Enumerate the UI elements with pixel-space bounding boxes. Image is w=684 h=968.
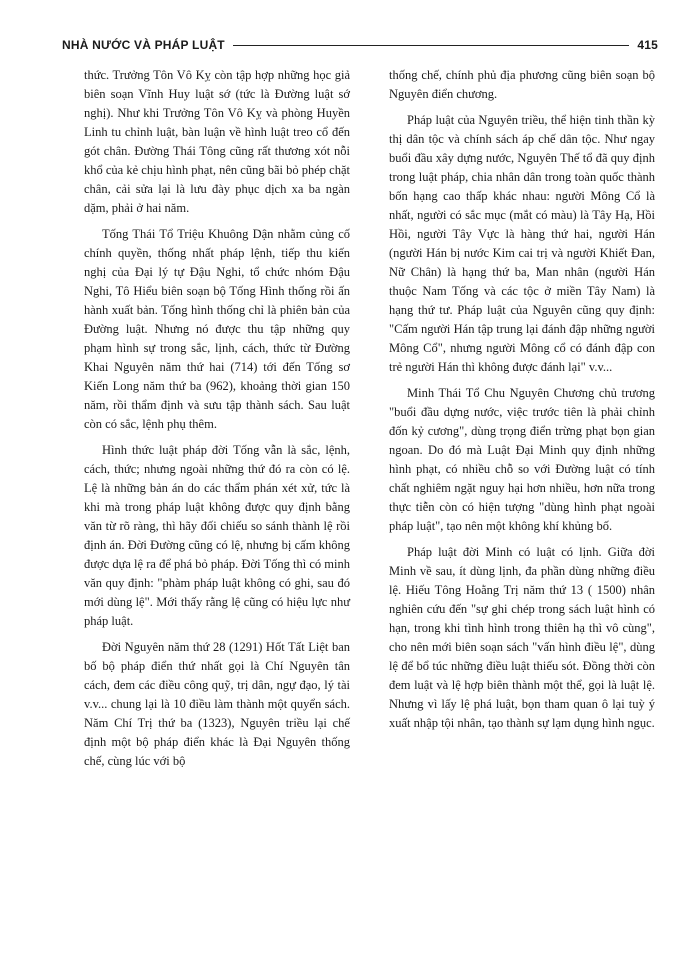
running-header: [62, 38, 658, 52]
paragraph: thức. Trưởng Tôn Vô Kỵ còn tập hợp những học giả biên soạn Vĩnh Huy luật sớ (tức là Đường luật sớ nghị). Như khi Trưởng Tôn Vô Kỵ và phòng Huyền Linh tu chỉnh luật, bàn luận về hình luật treo cổ đến gót chân. Đường Thái Tông cũng rất thương xót nỗi khổ của kẻ chịu hình phạt, nên cũng bãi bỏ phép chặt chân, cải sửa lại là lưu đày phục dịch xa ba ngàn dặm, phải ở hai năm.: [84, 68, 350, 215]
paragraph: thống chế, chính phủ địa phương cũng biên soạn bộ Nguyên điển chương.: [389, 68, 655, 101]
right-column: [389, 66, 655, 740]
paragraph: Tống Thái Tổ Triệu Khuông Dận nhằm củng cố chính quyền, thống nhất pháp lệnh, tiếp thu kiến nghị của Đại lý tự Đậu Nghi, tổ chức nhóm Đậu Nghi, Tô Hiểu biên soạn bộ Tống Hình thống rồi ấn hành xuất bản. Tống hình thống chỉ là phiên bản của Đường luật. Nhưng nó được thu tập những quy phạm hình sự trong sắc, lịnh, cách, thức từ Đường Khai Nguyên năm thứ hai (714) tới đến Tống sơ Kiến Long năm thứ ba (962), khoảng thời gian 150 năm, rồi thẩm định và sưu tập thành sách. Sau luật còn có sắc, lệnh phụ thêm.: [84, 227, 350, 431]
page-number: 415: [637, 38, 658, 52]
paragraph: Minh Thái Tổ Chu Nguyên Chương chủ trương "buổi đầu dựng nước, việc trước tiên là phải chỉnh đốn kỷ cương", dùng trọng điển trừng phạt bọn gian ngoan. Do đó mà Luật Đại Minh quy định những hình phạt, có nhiều chỗ so với Đường luật có tính chất nghiêm ngặt nguy hại hơn nhiều, hơn nữa trong thực tiễn còn có hiện tượng "dùng hình phạt ngoài pháp luật", tạo nên một không khí khủng bố.: [389, 386, 655, 533]
paragraph: Pháp luật đời Minh có luật có lịnh. Giữa đời Minh về sau, ít dùng lịnh, đa phần dùng những điều lệ. Hiếu Tông Hoằng Trị năm thứ 13 ( 1500) nhân nghiên cứu đến "sự ghi chép trong sách luật hình có hạn, trong khi tình hình trong thiên hạ thì vô cùng", cho nên mới biên soạn sách "vấn hình điều lệ", dùng lệ để bổ túc những điều luật thiếu sót. Đồng thời còn đem luật và lệ hợp biên thành một thể, gọi là luật lệ. Nhưng vì lấy lệ phá luật, bọn tham quan ô lại tuỳ ý xuất nhập tội nhân, tạo thành sự lạm dụng hình ngục.: [389, 545, 655, 730]
paragraph: Hình thức luật pháp đời Tống vẫn là sắc, lệnh, cách, thức; nhưng ngoài những thứ đó ra còn có lệ. Lệ là những bản án do các thẩm phán xét xử, tức là khi mà trong pháp luật không được quy định bằng văn từ rõ ràng, thì hãy đối chiếu so sánh thành lệ rồi định án. Đời Đường cũng có lệ, nhưng bị cấm không được dựa lệ ra để phá bỏ pháp. Đời Tống thì có minh văn quy định: "phàm pháp luật không có ghi, sau đó mới dùng lệ". Mới thấy rằng lệ cũng có hiệu lực như pháp luật.: [84, 443, 350, 628]
chapter-title: NHÀ NƯỚC VÀ PHÁP LUẬT: [62, 38, 225, 52]
left-column: [84, 66, 350, 778]
header-rule: [233, 45, 630, 46]
paragraph: Pháp luật của Nguyên triều, thể hiện tinh thần kỳ thị dân tộc và chính sách áp chế dân tộc. Như ngay buổi đầu xây dựng nước, Nguyên Thế tổ đã quy định trong luật pháp, chia nhân dân trong toàn quốc thành bốn hạng cao thấp khác nhau: người Mông Cổ là nhất, người có sắc mục (mắt có màu) là Tây Hạ, Hồi Hồi, người Tây Vực là hàng thứ hai, người Hán (người Hán bị nước Kim cai trị và người Khiết Đan, Nữ Chân) là hạng thứ ba, Man nhân (người Hán thuộc Nam Tống và các tộc ở miền Tây Nam) là hạng thứ tư. Pháp luật của Nguyên cũng quy định: "Cấm người Hán tập trung lại đánh đập những người Mông Cổ", nhưng người Mông cổ có đánh đập con trẻ người Hán thì không được đánh lại" v.v...: [389, 113, 655, 374]
paragraph: Đời Nguyên năm thứ 28 (1291) Hốt Tất Liệt ban bố bộ pháp điển thứ nhất gọi là Chí Nguyên tân cách, đem các điều công quỹ, trị dân, ngự đạo, lý tài v.v... chung lại là 10 điều làm thành một quyển sách. Năm Chí Trị thứ ba (1323), Nguyên triều lại chế định một bộ pháp điển khác là Đại Nguyên thống chế, cùng lúc với bộ: [84, 640, 350, 768]
